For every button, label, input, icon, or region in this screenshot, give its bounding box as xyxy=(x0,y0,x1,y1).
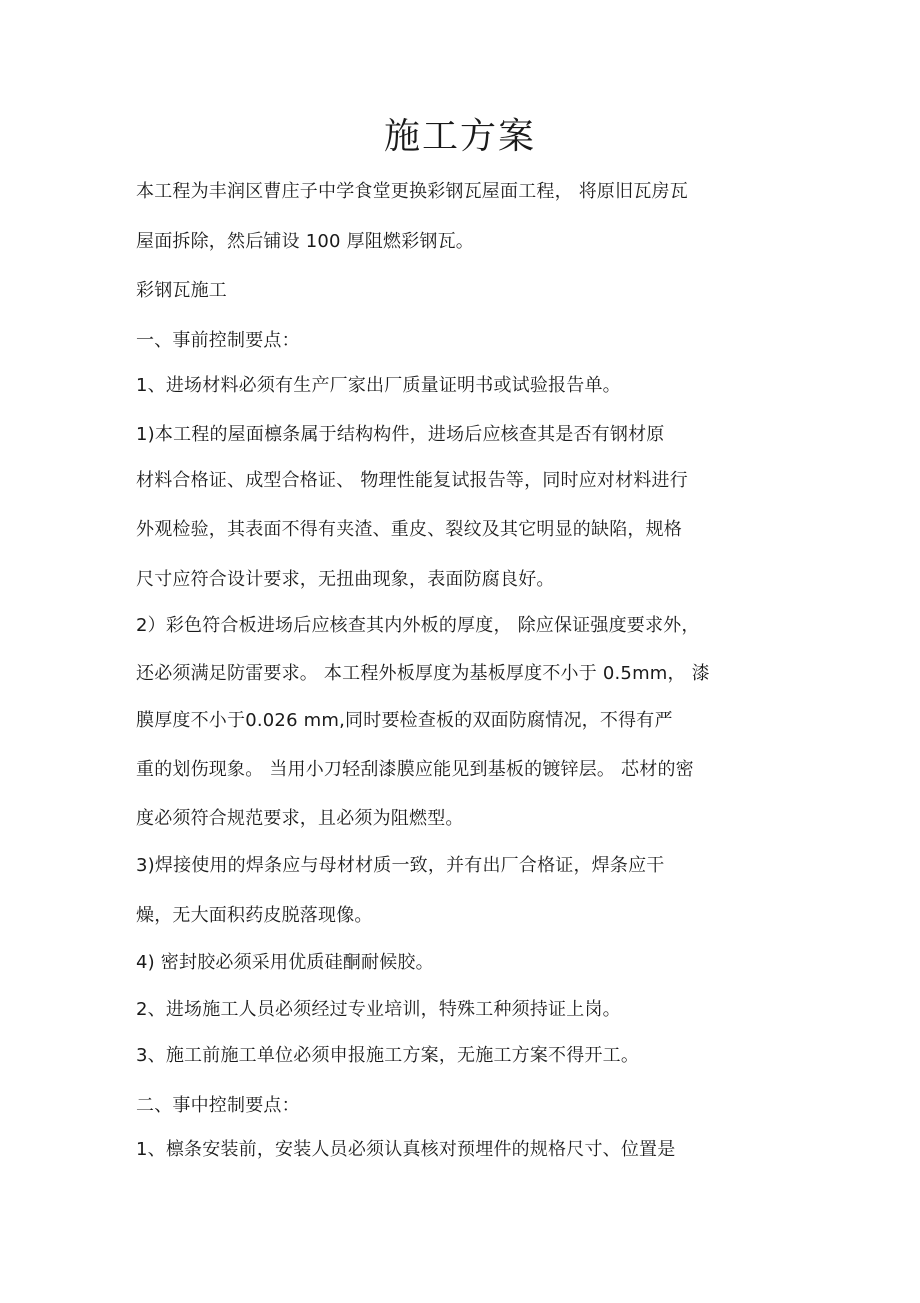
section-heading: 一、事前控制要点： xyxy=(136,330,300,351)
paragraph-line: 本工程为丰润区曹庄子中学食堂更换彩钢瓦屋面工程， 将原旧瓦房瓦 xyxy=(136,181,688,202)
paragraph-line: 屋面拆除，然后铺设 100 厚阻燃彩钢瓦。 xyxy=(136,231,474,252)
section-heading: 二、事中控制要点： xyxy=(136,1095,300,1116)
paragraph-line: 1)本工程的屋面檩条属于结构构件，进场后应核查其是否有钢材原 xyxy=(136,424,665,445)
section-heading: 彩钢瓦施工 xyxy=(136,280,227,301)
paragraph-line: 1、檩条安装前，安装人员必须认真核对预埋件的规格尺寸、位置是 xyxy=(136,1139,676,1160)
paragraph-line: 3)焊接使用的焊条应与母材材质一致，并有出厂合格证，焊条应干 xyxy=(136,855,665,876)
paragraph-line: 膜厚度不小于0.026 mm,同时要检查板的双面防腐情况，不得有严 xyxy=(136,710,673,731)
paragraph-line: 燥，无大面积药皮脱落现像。 xyxy=(136,905,373,926)
document-title: 施工方案 xyxy=(383,116,536,157)
paragraph-line: 2）彩色符合板进场后应核查其内外板的厚度， 除应保证强度要求外， xyxy=(136,615,700,636)
paragraph-line: 重的划伤现象。 当用小刀轻刮漆膜应能见到基板的镀锌层。 芯材的密 xyxy=(136,759,694,780)
paragraph-line: 3、施工前施工单位必须申报施工方案，无施工方案不得开工。 xyxy=(136,1045,640,1066)
paragraph-line: 度必须符合规范要求，且必须为阻燃型。 xyxy=(136,808,464,829)
paragraph-line: 尺寸应符合设计要求，无扭曲现象，表面防腐良好。 xyxy=(136,569,555,590)
paragraph-line: 2、进场施工人员必须经过专业培训，特殊工种须持证上岗。 xyxy=(136,999,621,1020)
paragraph-line: 外观检验，其表面不得有夹渣、重皮、裂纹及其它明显的缺陷，规格 xyxy=(136,519,682,540)
paragraph-line: 4) 密封胶必须采用优质硅酮耐候胶。 xyxy=(136,952,434,973)
paragraph-line: 还必须满足防雷要求。 本工程外板厚度为基板厚度不小于 0.5mm， 漆 xyxy=(136,663,710,684)
paragraph-line: 材料合格证、成型合格证、 物理性能复试报告等，同时应对材料进行 xyxy=(136,470,688,491)
paragraph-line: 1、进场材料必须有生产厂家出厂质量证明书或试验报告单。 xyxy=(136,375,621,396)
